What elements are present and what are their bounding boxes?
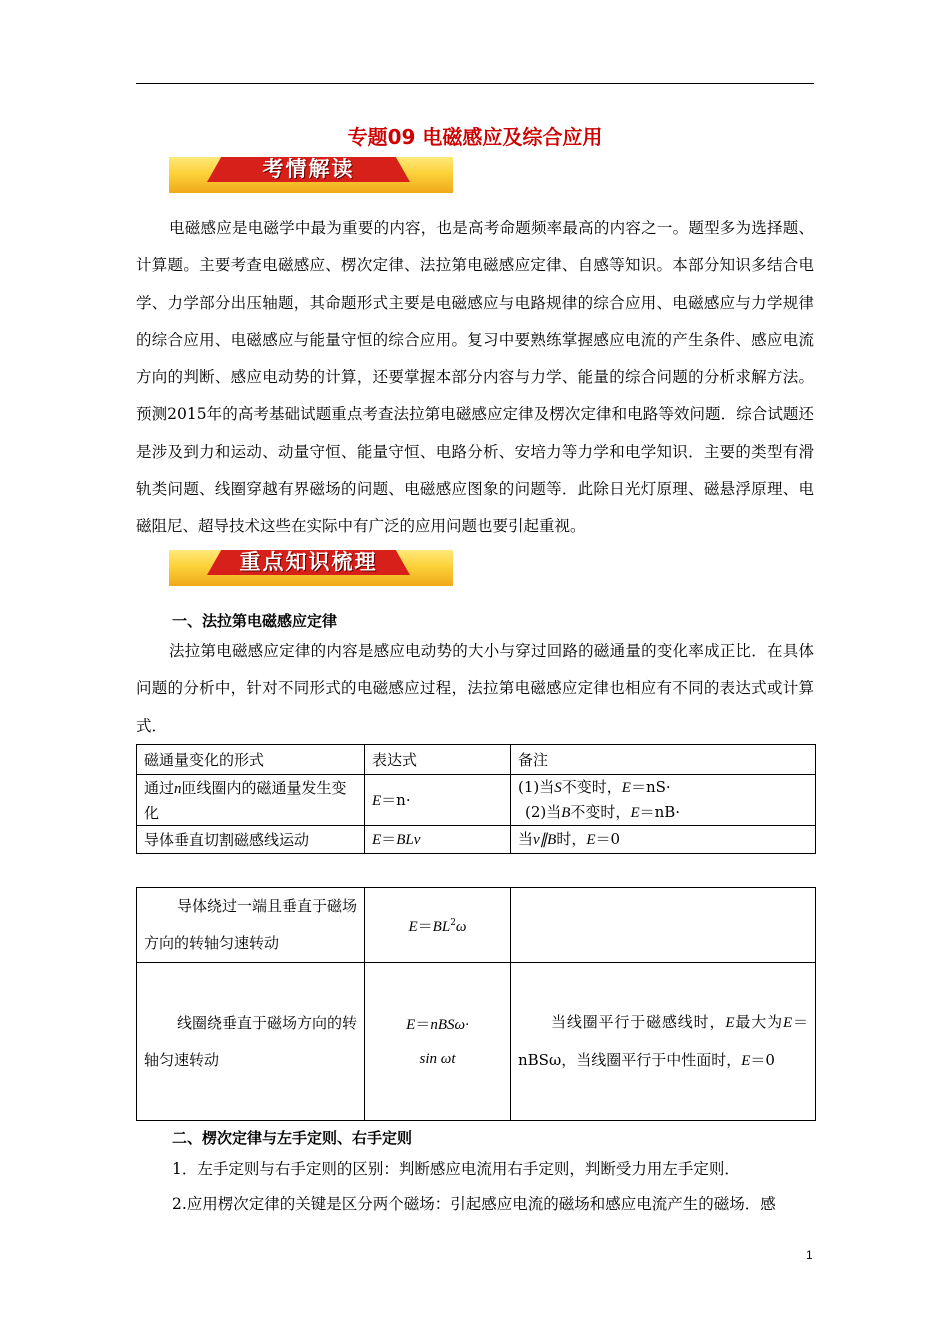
table-cell-form: 导体绕过一端且垂直于磁场方向的转轴匀速转动	[137, 888, 365, 963]
table-cell-expression: $E=BL^2\omega$	[365, 888, 511, 963]
table-row	[137, 826, 816, 854]
page-number: 1	[806, 1248, 813, 1262]
table-row	[137, 775, 816, 826]
table-cell-form: 线圈绕垂直于磁场方向的转轴匀速转动	[137, 963, 365, 1121]
table-cell-form: 导体垂直切割磁感线运动	[137, 826, 365, 854]
section2-item-1: 1．左手定则与右手定则的区别：判断感应电流用右手定则，判断受力用左手定则．	[172, 1160, 740, 1178]
section1-paragraph: 法拉第电磁感应定律的内容是感应电动势的大小与穿过回路的磁通量的变化率成正比．在具体问题的分析中，针对不同形式的电磁感应过程，法拉第电磁感应定律也相应有不同的表达式或计算式．	[136, 642, 814, 735]
table-cell-expression: E＝nBSω· sin ωt	[365, 963, 511, 1121]
formula-table	[136, 744, 816, 854]
formula-table-continued	[136, 887, 816, 1121]
table-row	[137, 888, 816, 963]
section2-heading: 二、楞次定律与左手定则、右手定则	[172, 1129, 413, 1147]
banner-label: 重点知识梳理	[239, 550, 378, 574]
table-cell-expression: E＝n·	[365, 775, 511, 826]
header-rule	[136, 83, 814, 84]
table-cell-expression: E＝BLv	[365, 826, 511, 854]
table-header-row	[137, 745, 816, 775]
table-cell-form: 通过n匝线圈内的磁通量发生变化	[137, 775, 365, 826]
intro-paragraph: 电磁感应是电磁学中最为重要的内容，也是高考命题频率最高的内容之一。题型多为选择题、计算题。主要考查电磁感应、楞次定律、法拉第电磁感应定律、自感等知识。本部分知识多结合电学、力学部分出压轴题，其命题形式主要是电磁感应与电路规律的综合应用、电磁感应与力学规律的综合应用、电磁感应与能量守恒的综合应用。复习中要熟练掌握感应电流的产生条件、感应电流方向的判断、感应电动势的计算，还要掌握本部分内容与力学、能量的综合问题的分析求解方法。预测2015年的高考基础试题重点考查法拉第电磁感应定律及楞次定律和电路等效问题．综合试题还是涉及到力和运动、动量守恒、能量守恒、电路分析、安培力等力学和电学知识．主要的类型有滑轨类问题、线圈穿越有界磁场的问题、电磁感应图象的问题等．此除日光灯原理、磁悬浮原理、电磁阻尼、超导技术这些在实际中有广泛的应用问题也要引起重视。	[136, 219, 814, 536]
table-cell-note: (1)当S不变时，E＝nS· (2)当B不变时，E＝nB·	[511, 775, 816, 826]
table-cell-note: 当线圈平行于磁感线时，E最大为E＝nBSω，当线圈平行于中性面时，E＝0	[511, 963, 816, 1121]
page-title: 专题09 电磁感应及综合应用	[347, 125, 603, 149]
table-cell-note	[511, 888, 816, 963]
section1-heading: 一、法拉第电磁感应定律	[172, 612, 338, 630]
section2-item-2: 2.应用楞次定律的关键是区分两个磁场：引起感应电流的磁场和感应电流产生的磁场．感	[172, 1195, 776, 1213]
table-header-form: 磁通量变化的形式	[137, 745, 365, 775]
table-cell-note: 当v∥B时，E＝0	[511, 826, 816, 854]
table-row	[137, 963, 816, 1121]
table-header-expression: 表达式	[365, 745, 511, 775]
banner-key-knowledge	[169, 550, 453, 586]
table-header-note: 备注	[511, 745, 816, 775]
banner-exam-analysis	[169, 157, 453, 193]
banner-label: 考情解读	[262, 157, 355, 181]
